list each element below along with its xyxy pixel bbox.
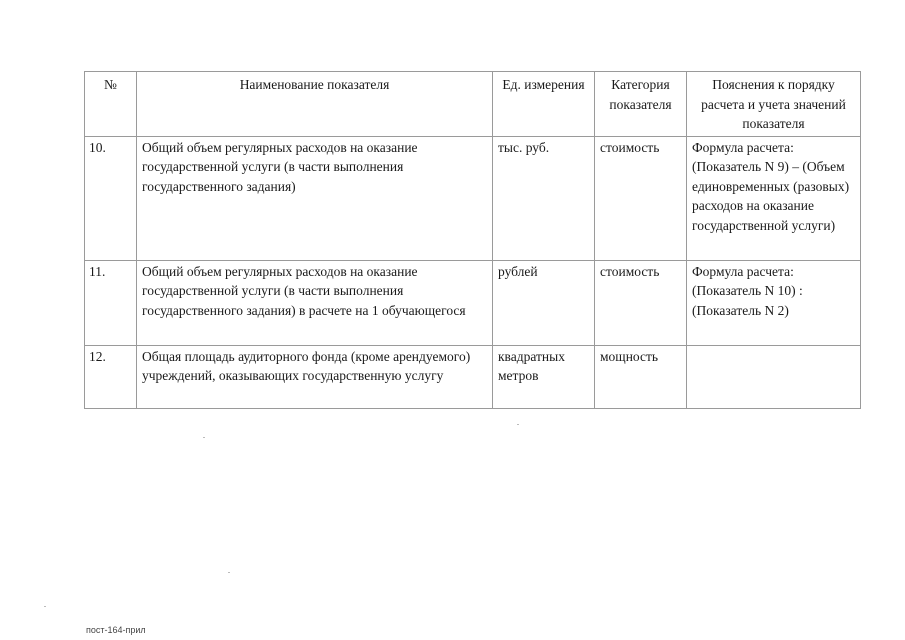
row-name: Общий объем регулярных расходов на оказание государственной услуги (в части выполнения государственного задания) xyxy=(137,136,493,260)
row-num: 10. xyxy=(85,136,137,260)
row-notes xyxy=(687,345,861,408)
row-name: Общий объем регулярных расходов на оказание государственной услуги (в части выполнения государственного задания) в расчете на 1 обучающегося xyxy=(137,260,493,345)
row-name: Общая площадь аудиторного фонда (кроме арендуемого) учреждений, оказывающих государственную услугу xyxy=(137,345,493,408)
header-category: Категория показателя xyxy=(595,72,687,137)
row-category: стоимость xyxy=(595,260,687,345)
row-notes: Формула расчета: (Показатель N 9) – (Объем единовременных (разовых) расходов на оказание государственной услуги) xyxy=(687,136,861,260)
header-name: Наименование показателя xyxy=(137,72,493,137)
header-notes: Пояснения к порядку расчета и учета значений показателя xyxy=(687,72,861,137)
scan-speck xyxy=(517,424,519,425)
row-num: 12. xyxy=(85,345,137,408)
header-num: № xyxy=(85,72,137,137)
table-row xyxy=(85,136,861,260)
scan-speck xyxy=(203,437,205,438)
row-unit: рублей xyxy=(493,260,595,345)
row-unit: тыс. руб. xyxy=(493,136,595,260)
row-num: 11. xyxy=(85,260,137,345)
row-unit: квадратных метров xyxy=(493,345,595,408)
row-notes: Формула расчета: (Показатель N 10) : (Показатель N 2) xyxy=(687,260,861,345)
header-unit: Ед. измерения xyxy=(493,72,595,137)
row-category: стоимость xyxy=(595,136,687,260)
table-row xyxy=(85,260,861,345)
scan-speck xyxy=(44,606,46,607)
row-category: мощность xyxy=(595,345,687,408)
scan-speck xyxy=(228,572,230,573)
table-row xyxy=(85,345,861,408)
footer-filename: пост-164-прил xyxy=(86,625,146,635)
table-header-row xyxy=(85,72,861,137)
indicators-table xyxy=(84,71,861,409)
